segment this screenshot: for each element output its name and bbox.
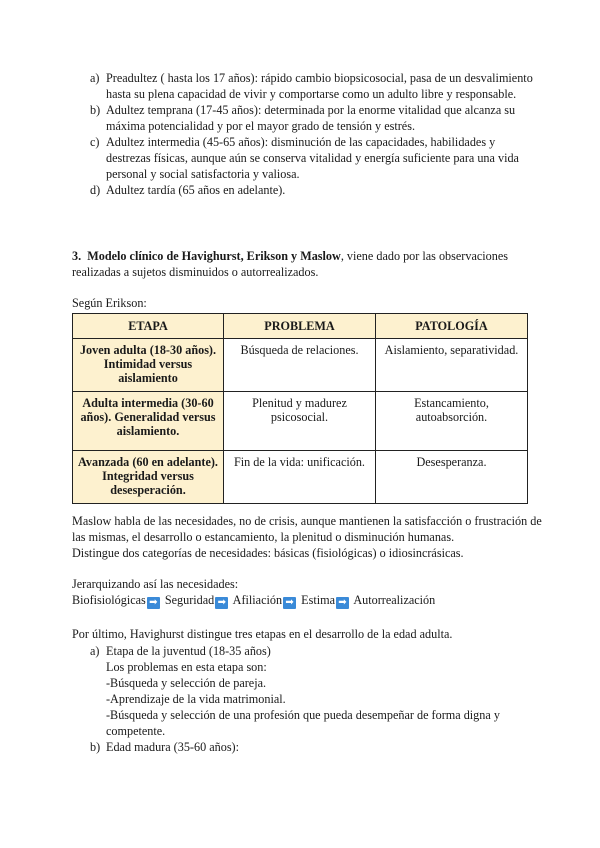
section-title: Modelo clínico de Havighurst, Erikson y Maslow xyxy=(87,249,341,263)
list-item xyxy=(72,70,542,102)
list-item-text: Edad madura (35-60 años): xyxy=(106,740,240,754)
column-header: PROBLEMA xyxy=(224,314,376,339)
havighurst-intro: Por último, Havighurst distingue tres etapas en el desarrollo de la edad adulta. xyxy=(72,627,453,641)
list-marker: a) xyxy=(90,71,100,85)
hierarchy-item: Autorrealización xyxy=(353,593,436,607)
problem-item: -Búsqueda y selección de pareja. xyxy=(106,676,267,690)
adulthood-stages-list xyxy=(72,70,542,198)
list-marker: b) xyxy=(90,103,101,117)
list-marker: c) xyxy=(90,135,100,149)
hierarchy-intro: Jerarquizando así las necesidades: xyxy=(72,577,239,591)
arrow-right-icon: ➡ xyxy=(215,597,228,609)
list-item-text: Adultez tardía (65 años en adelante). xyxy=(106,183,286,197)
list-item-text: Adultez intermedia (45-65 años): disminución de las capacidades, habilidades y destrezas físicas, aunque aún se conserva vitalidad y energía suficiente para una vida personal y social satisfactoria y valiosa. xyxy=(106,135,519,181)
stage-cell: Adulta intermedia (30-60 años). Generalidad versus aislamiento. xyxy=(73,392,224,451)
section-number: 3. xyxy=(72,249,82,263)
list-marker: b) xyxy=(90,740,101,754)
hierarchy-item: Afiliación xyxy=(232,593,283,607)
havighurst-stages-list xyxy=(72,643,542,755)
table-row xyxy=(73,451,528,504)
stage-cell: Avanzada (60 en adelante). Integridad versus desesperación. xyxy=(73,451,224,504)
list-marker: a) xyxy=(90,644,100,658)
problem-item: -Búsqueda y selección de una profesión que pueda desempeñar de forma digna y competente. xyxy=(106,708,500,738)
list-item xyxy=(72,182,542,198)
maslow-distinction: Distingue dos categorías de necesidades: básicas (fisiológicas) o idiosincrásicas. xyxy=(72,546,464,560)
pathology-cell: Estancamiento, autoabsorción. xyxy=(376,392,528,451)
stage-title: Etapa de la juventud (18-35 años) xyxy=(106,644,271,658)
erikson-table xyxy=(72,313,528,504)
problem-item: -Aprendizaje de la vida matrimonial. xyxy=(106,692,286,706)
arrow-right-icon: ➡ xyxy=(283,597,296,609)
column-header: ETAPA xyxy=(73,314,224,339)
list-item-text xyxy=(106,643,542,739)
section-text: , viene dado por las observaciones realizadas a sujetos disminuidos o autorrealizados. xyxy=(72,249,508,279)
hierarchy-item: Estima xyxy=(301,593,335,607)
list-item xyxy=(72,102,542,134)
pathology-cell: Aislamiento, separatividad. xyxy=(376,339,528,392)
list-item xyxy=(72,643,542,739)
table-row xyxy=(73,339,528,392)
erikson-intro: Según Erikson: xyxy=(72,296,147,310)
maslow-paragraph xyxy=(72,513,542,561)
list-item xyxy=(72,134,542,182)
section-3-paragraph xyxy=(72,248,542,280)
arrow-right-icon: ➡ xyxy=(147,597,160,609)
maslow-text: Maslow habla de las necesidades, no de crisis, aunque mantienen la satisfacción o frustración de las mismas, el desarrollo o estancamiento, la plenitud o disminución humanas. xyxy=(72,514,542,544)
table-row xyxy=(73,392,528,451)
arrow-right-icon: ➡ xyxy=(336,597,349,609)
column-header: PATOLOGÍA xyxy=(376,314,528,339)
problem-cell: Búsqueda de relaciones. xyxy=(224,339,376,392)
list-item xyxy=(72,739,542,755)
list-item-text: Adultez temprana (17-45 años): determinada por la enorme vitalidad que alcanza su máxima potencialidad y por el mayor grado de tensión y estrés. xyxy=(106,103,516,133)
hierarchy-item: Seguridad xyxy=(164,593,215,607)
hierarchy-paragraph xyxy=(72,576,542,609)
list-marker: d) xyxy=(90,183,101,197)
table-header-row xyxy=(73,314,528,339)
hierarchy-item: Biofisiológicas xyxy=(72,593,146,607)
pathology-cell: Desesperanza. xyxy=(376,451,528,504)
problems-intro: Los problemas en esta etapa son: xyxy=(106,660,267,674)
problem-cell: Fin de la vida: unificación. xyxy=(224,451,376,504)
problem-cell: Plenitud y madurez psicosocial. xyxy=(224,392,376,451)
stage-cell: Joven adulta (18-30 años). Intimidad versus aislamiento xyxy=(73,339,224,392)
list-item-text: Preadultez ( hasta los 17 años): rápido cambio biopsicosocial, pasa de un desvalimiento hasta su plena capacidad de vivir y comportarse como un adulto libre y responsable. xyxy=(106,71,533,101)
